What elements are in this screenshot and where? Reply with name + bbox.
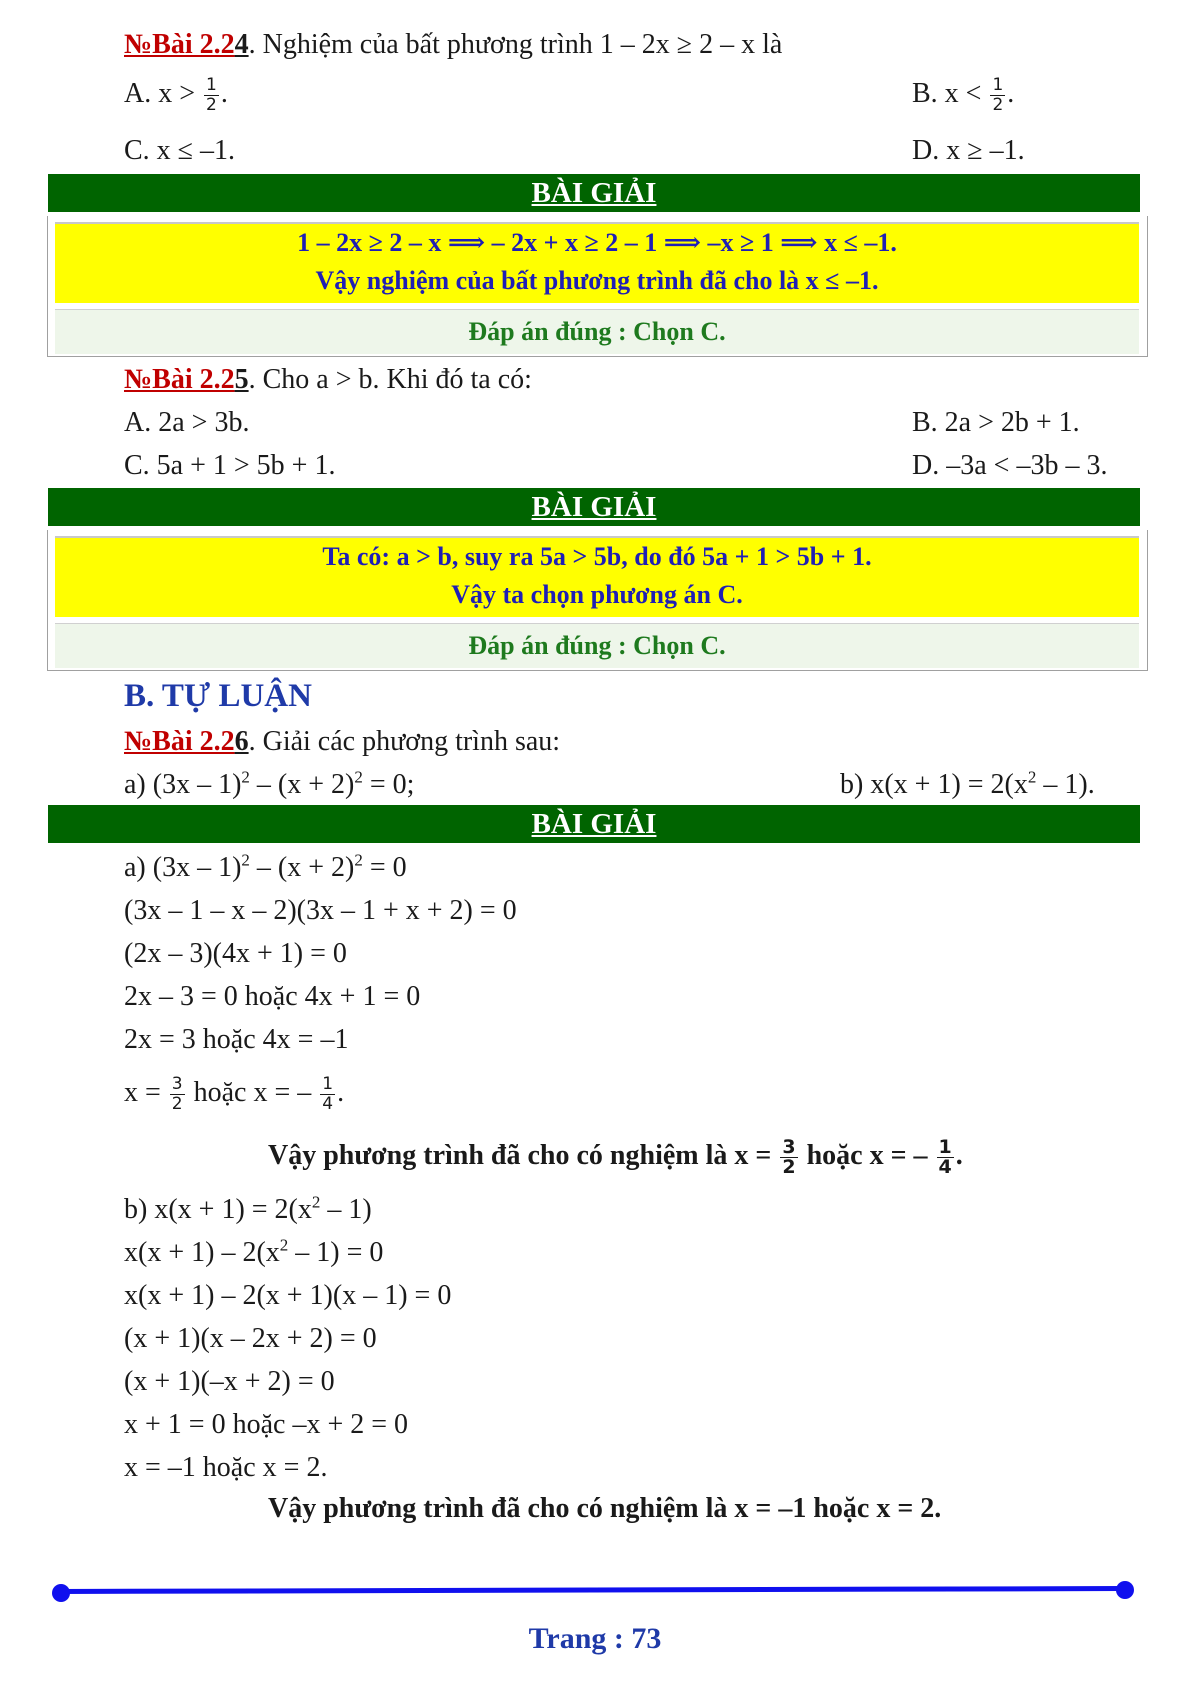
- solution-step: 2x = 3 hoặc 4x = –1: [124, 1024, 349, 1055]
- fraction: $\frac{3}{2}$: [782, 1136, 796, 1179]
- footer-line: [58, 1586, 1122, 1594]
- solution-header: BÀI GIẢI: [48, 805, 1140, 843]
- option-d: D. –3a < –3b – 3.: [912, 450, 1108, 481]
- problem-number: 6: [234, 726, 249, 757]
- problem-text: . Nghiệm của bất phương trình 1 – 2x ≥ 2 – x là: [248, 29, 783, 60]
- conclusion-a: Vậy phương trình đã cho có nghiệm là x = $\frac{3}{2}$ hoặc x = – $\frac{1}{4}$ .: [268, 1136, 963, 1179]
- option-a: A. 2a > 3b.: [124, 407, 250, 438]
- footer-dot-right: [1116, 1581, 1134, 1599]
- solution-step: b) $x(x + 1) = 2(x^2 - 1)$: [124, 1192, 372, 1225]
- solution-line-2: Vậy ta chọn phương án C.: [451, 580, 743, 609]
- problem-label: №Bài 2.2: [124, 29, 235, 60]
- solution-step: (x + 1)(–x + 2) = 0: [124, 1366, 335, 1397]
- problem-226-title: [124, 724, 560, 760]
- solution-line-1: 1 – 2x ≥ 2 – x ⟹ – 2x + x ≥ 2 – 1 ⟹ –x ≥ 1 ⟹ x ≤ –1.: [297, 228, 897, 257]
- fraction: $\frac{1}{4}$: [322, 1074, 334, 1115]
- solution-step: x + 1 = 0 hoặc –x + 2 = 0: [124, 1409, 409, 1440]
- solution-step: x(x + 1) – 2(x + 1)(x – 1) = 0: [124, 1280, 452, 1311]
- equation-b: b) $x(x + 1) = 2(x^2 - 1)$.: [840, 767, 1095, 800]
- footer-dot-left: [52, 1584, 70, 1602]
- fraction: $\frac{3}{2}$: [171, 1074, 183, 1115]
- option-d: D. x ≥ –1.: [912, 135, 1025, 166]
- solution-box: [55, 536, 1139, 617]
- solution-step: a) $(3x - 1)^2 - (x + 2)^2 = 0$: [124, 850, 407, 883]
- solution-step: (2x – 3)(4x + 1) = 0: [124, 938, 347, 969]
- section-title: B. TỰ LUẬN: [124, 678, 312, 714]
- solution-step: 2x – 3 = 0 hoặc 4x + 1 = 0: [124, 981, 421, 1012]
- answer-box: Đáp án đúng : Chọn C.: [55, 309, 1139, 354]
- solution-step: x = –1 hoặc x = 2.: [124, 1452, 328, 1483]
- problem-text: . Giải các phương trình sau:: [248, 726, 561, 757]
- problem-label: №Bài 2.2: [124, 726, 235, 757]
- fraction: $\frac{1}{2}$: [992, 75, 1004, 116]
- problem-text: . Cho a > b. Khi đó ta có:: [248, 364, 532, 395]
- fraction: $\frac{1}{4}$: [938, 1136, 952, 1179]
- solution-line-2: Vậy nghiệm của bất phương trình đã cho là x ≤ –1.: [315, 266, 879, 295]
- option-a: A. x > $\frac{1}{2}$ .: [124, 75, 228, 116]
- solution-header: BÀI GIẢI: [48, 488, 1140, 526]
- problem-224-title: [124, 27, 782, 63]
- solution-step: x = $\frac{3}{2}$ hoặc x = – $\frac{1}{4}$ .: [124, 1074, 345, 1115]
- fraction: $\frac{1}{2}$: [206, 75, 217, 116]
- option-c: C. 5a + 1 > 5b + 1.: [124, 450, 336, 481]
- answer-box: Đáp án đúng : Chọn C.: [55, 623, 1139, 668]
- equation-a: a) $(3x - 1)^2 - (x + 2)^2 = 0$;: [124, 767, 415, 800]
- problem-label: №Bài 2.2: [124, 364, 235, 395]
- option-b: B. x < $\frac{1}{2}$ .: [912, 75, 1015, 116]
- problem-number: 5: [234, 364, 249, 395]
- solution-box: [55, 222, 1139, 303]
- option-b: B. 2a > 2b + 1.: [912, 407, 1080, 438]
- solution-header: BÀI GIẢI: [48, 174, 1140, 212]
- option-c: C. x ≤ –1.: [124, 135, 236, 166]
- page-number: Trang : 73: [528, 1622, 662, 1655]
- problem-number: 4: [234, 29, 249, 60]
- solution-line-1: Ta có: a > b, suy ra 5a > 5b, do đó 5a + 1 > 5b + 1.: [322, 542, 872, 571]
- solution-step: (x + 1)(x – 2x + 2) = 0: [124, 1323, 377, 1354]
- solution-step: $x(x + 1) - 2(x^2 - 1) = 0$: [124, 1235, 384, 1268]
- solution-step: (3x – 1 – x – 2)(3x – 1 + x + 2) = 0: [124, 895, 517, 926]
- conclusion-b: Vậy phương trình đã cho có nghiệm là x = –1 hoặc x = 2.: [268, 1493, 942, 1524]
- problem-225-title: [124, 362, 532, 398]
